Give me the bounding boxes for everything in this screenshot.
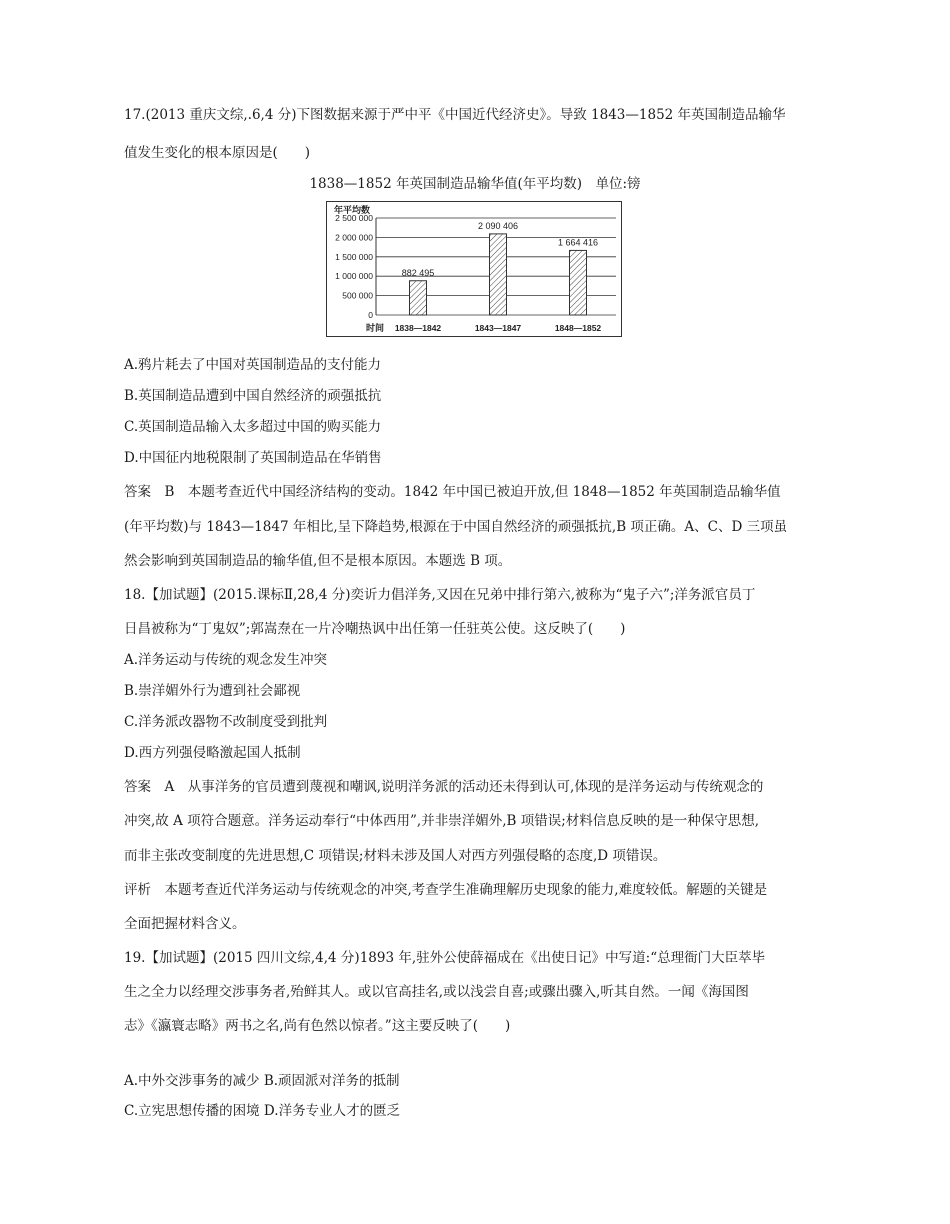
- y-tick-label: 2 000 000: [335, 232, 373, 243]
- q17-option-a: A.鸦片耗去了中国对英国制造品的支付能力: [124, 357, 382, 373]
- q18-option-b: B.崇洋媚外行为遭到社会鄙视: [124, 683, 301, 699]
- bar-value-label: 1 664 416: [557, 237, 599, 248]
- y-tick-label: 0: [368, 310, 373, 320]
- q17-answer-line-1: 答案 B 本题考查近代中国经济结构的变动。1842 年中国已被迫开放,但 1848—1852 年英国制造品输华值: [124, 484, 781, 500]
- bar: [410, 281, 427, 315]
- x-tick-label: 1848—1852: [554, 323, 602, 333]
- q19-options-row-1: A.中外交涉事务的减少 B.顽固派对洋务的抵制: [124, 1073, 400, 1089]
- bar-chart: [326, 201, 622, 337]
- q18-stem-line-2: 日昌被称为“丁鬼奴”;郭嵩焘在一片冷嘲热讽中出任第一任驻英公使。这反映了( ): [124, 621, 626, 637]
- x-axis-label: 时间: [366, 323, 385, 333]
- bar: [490, 234, 507, 315]
- q18-option-d: D.西方列强侵略激起国人抵制: [124, 745, 301, 761]
- q18-option-c: C.洋务派改器物不改制度受到批判: [124, 714, 328, 730]
- bar-value-label: 2 090 406: [477, 220, 519, 231]
- q19-stem-line-3: 志》《瀛寰志略》两书之名,尚有色然以惊者。”这主要反映了( ): [124, 1018, 511, 1034]
- bar: [570, 250, 587, 315]
- y-tick-label: 1 000 000: [335, 271, 373, 282]
- q17-stem-line-2: 值发生变化的根本原因是( ): [124, 145, 311, 161]
- x-tick-label: 1838—1842: [394, 323, 442, 333]
- q17-stem-line-1: 17.(2013 重庆文综,.6,4 分)下图数据来源于严中平《中国近代经济史》。导致 1843—1852 年英国制造品输华: [124, 107, 786, 123]
- q17-answer-line-3: 然会影响到英国制造品的输华值,但不是根本原因。本题选 B 项。: [124, 553, 512, 569]
- q19-options-row-2: C.立宪思想传播的困境 D.洋务专业人才的匮乏: [124, 1103, 401, 1119]
- chart-svg: [326, 201, 622, 337]
- y-tick-label: 1 500 000: [335, 251, 373, 262]
- q18-option-a: A.洋务运动与传统的观念发生冲突: [124, 652, 328, 668]
- q17-option-d: D.中国征内地税限制了英国制造品在华销售: [124, 450, 382, 466]
- q18-comment-line-1: 评析 本题考查近代洋务运动与传统观念的冲突,考查学生准确理解历史现象的能力,难度较低。解题的关键是: [124, 882, 768, 898]
- q17-option-c: C.英国制造品输入太多超过中国的购买能力: [124, 419, 382, 435]
- y-tick-label: 2 500 000: [335, 213, 373, 223]
- q18-answer-line-1: 答案 A 从事洋务的官员遭到蔑视和嘲讽,说明洋务派的活动还未得到认可,体现的是洋务运动与传统观念的: [124, 779, 764, 795]
- q17-answer-line-2: (年平均数)与 1843—1847 年相比,呈下降趋势,根源在于中国自然经济的顽强抵抗,B 项正确。A、C、D 三项虽: [124, 519, 788, 535]
- q18-answer-line-2: 冲突,故 A 项符合题意。洋务运动奉行“中体西用”,并非崇洋媚外,B 项错误;材料信息反映的是一种保守思想,: [124, 813, 760, 829]
- y-axis-label: 年平均数: [334, 205, 371, 215]
- y-tick-label: 500 000: [342, 290, 373, 301]
- x-tick-label: 1843—1847: [474, 323, 522, 333]
- q19-stem-line-1: 19.【加试题】(2015 四川文综,4,4 分)1893 年,驻外公使薛福成在《出使日记》中写道:“总理衙门大臣萃毕: [124, 950, 766, 966]
- q18-comment-line-2: 全面把握材料含义。: [124, 916, 246, 932]
- q19-stem-line-2: 生之全力以经理交涉事务者,殆鲜其人。或以官高挂名,或以浅尝自喜;或骤出骤入,听其自然。一闻《海国图: [124, 984, 749, 1000]
- chart-caption: 1838—1852 年英国制造品输华值(年平均数) 单位:镑: [309, 176, 641, 192]
- bar-value-label: 882 495: [401, 267, 435, 278]
- q18-stem-line-1: 18.【加试题】(2015.课标Ⅱ,28,4 分)奕䜣力倡洋务,又因在兄弟中排行第六,被称为“鬼子六”;洋务派官员丁: [124, 587, 756, 603]
- q18-answer-line-3: 而非主张改变制度的先进思想,C 项错误;材料未涉及国人对西方列强侵略的态度,D 项错误。: [124, 848, 667, 864]
- q17-option-b: B.英国制造品遭到中国自然经济的顽强抵抗: [124, 388, 382, 404]
